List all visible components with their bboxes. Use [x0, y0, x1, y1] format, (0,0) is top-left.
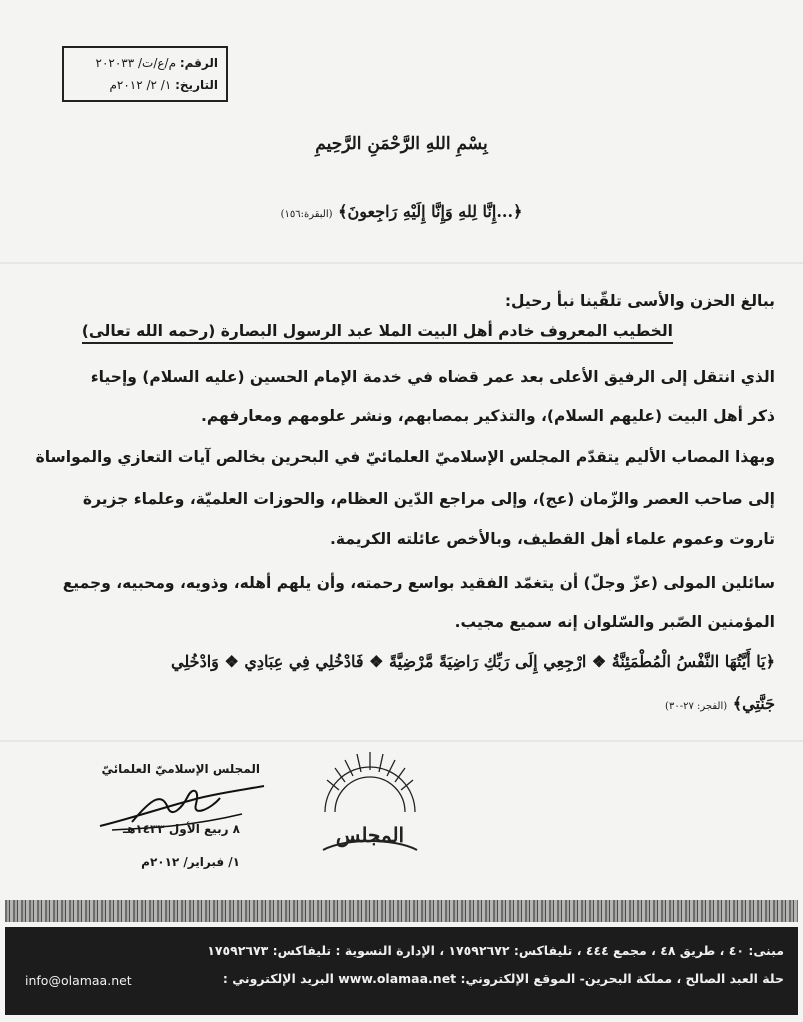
footer-address-line: مبنى: ٤٠ ، طريق ٤٨ ، مجمع ٤٤٤ ، تليفاكس: ١٧٥٩٢٦٧٢ ، الإدارة النسوية : تليفاكس: ١٧٥٩٢٦٧٣: [207, 943, 784, 958]
intro-line: ببالغ الحزن والأسى تلقّينا نبأ رحيل:: [504, 292, 775, 310]
signature-gregorian-date: ١/ فبراير/ ٢٠١٢م: [141, 855, 240, 869]
closing-verse-line2: جَنَّتِي﴾ (الفجر: ٢٧-٣٠): [665, 694, 775, 713]
paragraph-line: المؤمنين الصّبر والسّلوان إنه سميع مجيب.: [454, 613, 775, 631]
reference-box: [62, 46, 228, 102]
paragraph-line: سائلين المولى (عزّ وجلّ) أن يتغمّد الفقيد بواسع رحمته، وأن يلهم أهله، وذويه، ومحبيه، وجميع: [62, 574, 775, 592]
paragraph-line: الذي انتقل إلى الرفيق الأعلى بعد عمر قضاه في خدمة الإمام الحسين (عليه السلام) وإحياء: [90, 368, 775, 386]
reference-number: الرقم: م/ع/ت/ ٢٠٢٠٣٣: [95, 56, 218, 70]
paper-fold: [0, 262, 803, 264]
opening-verse-ref: (البقرة:١٥٦): [280, 209, 333, 220]
closing-verse-line1: ﴿يَا أَيَّتُهَا النَّفْسُ الْمُطْمَئِنَّةُ ❖ ارْجِعِي إِلَى رَبِّكِ رَاضِيَةً مَّرْضِيَّةً ❖ فَادْخُلِي فِي عِبَادِي ❖ وَادْخُلِي: [171, 652, 775, 671]
council-logo: [305, 742, 435, 862]
paragraph-line: إلى صاحب العصر والزّمان (عج)، وإلى مراجع الدّين العظام، والحوزات العلميّة، وعلماء جزيرة: [82, 490, 775, 508]
opening-verse-text: ﴿...إِنَّا لِلهِ وَإِنَّا إِلَيْهِ رَاجِعونَ﴾: [338, 202, 523, 221]
paragraph-line: تاروت وعموم علماء أهل القطيف، وبالأخص عائلته الكريمة.: [330, 530, 775, 548]
signature-hijri-date: ٨ ربيع الأول ١٤٣٣هـ: [122, 822, 240, 836]
signature-org: المجلس الإسلاميّ العلمائيّ: [101, 762, 260, 776]
closing-verse-ref: (الفجر: ٢٧-٣٠): [665, 701, 728, 712]
footer-web-line: حلة العبد الصالح ، مملكة البحرين- الموقع الإلكتروني: www.olamaa.net البريد الإلكتروني :: [222, 971, 784, 986]
basmala: بِسْمِ اللهِ الرَّحْمَنِ الرَّحِيمِ: [315, 134, 488, 154]
reference-date: التاريخ: ١/ ٢/ ٢٠١٢م: [109, 78, 218, 92]
svg-text:المجلس: المجلس: [335, 823, 405, 847]
paragraph-line: وبهذا المصاب الأليم يتقدّم المجلس الإسلاميّ العلمائيّ في البحرين بخالص آيات التعازي والمواساة: [35, 448, 775, 466]
opening-verse: [0, 202, 803, 221]
deceased-title: الخطيب المعروف خادم أهل البيت الملا عبد الرسول البصارة (رحمه الله تعالى): [82, 322, 673, 344]
scan-noise-band: [5, 900, 798, 922]
paragraph-line: ذكر أهل البيت (عليهم السلام)، والتذكير بمصابهم، ونشر علومهم ومعارفهم.: [200, 407, 775, 425]
footer-bar: [5, 927, 798, 1015]
footer-email: info@olamaa.net: [25, 973, 132, 988]
